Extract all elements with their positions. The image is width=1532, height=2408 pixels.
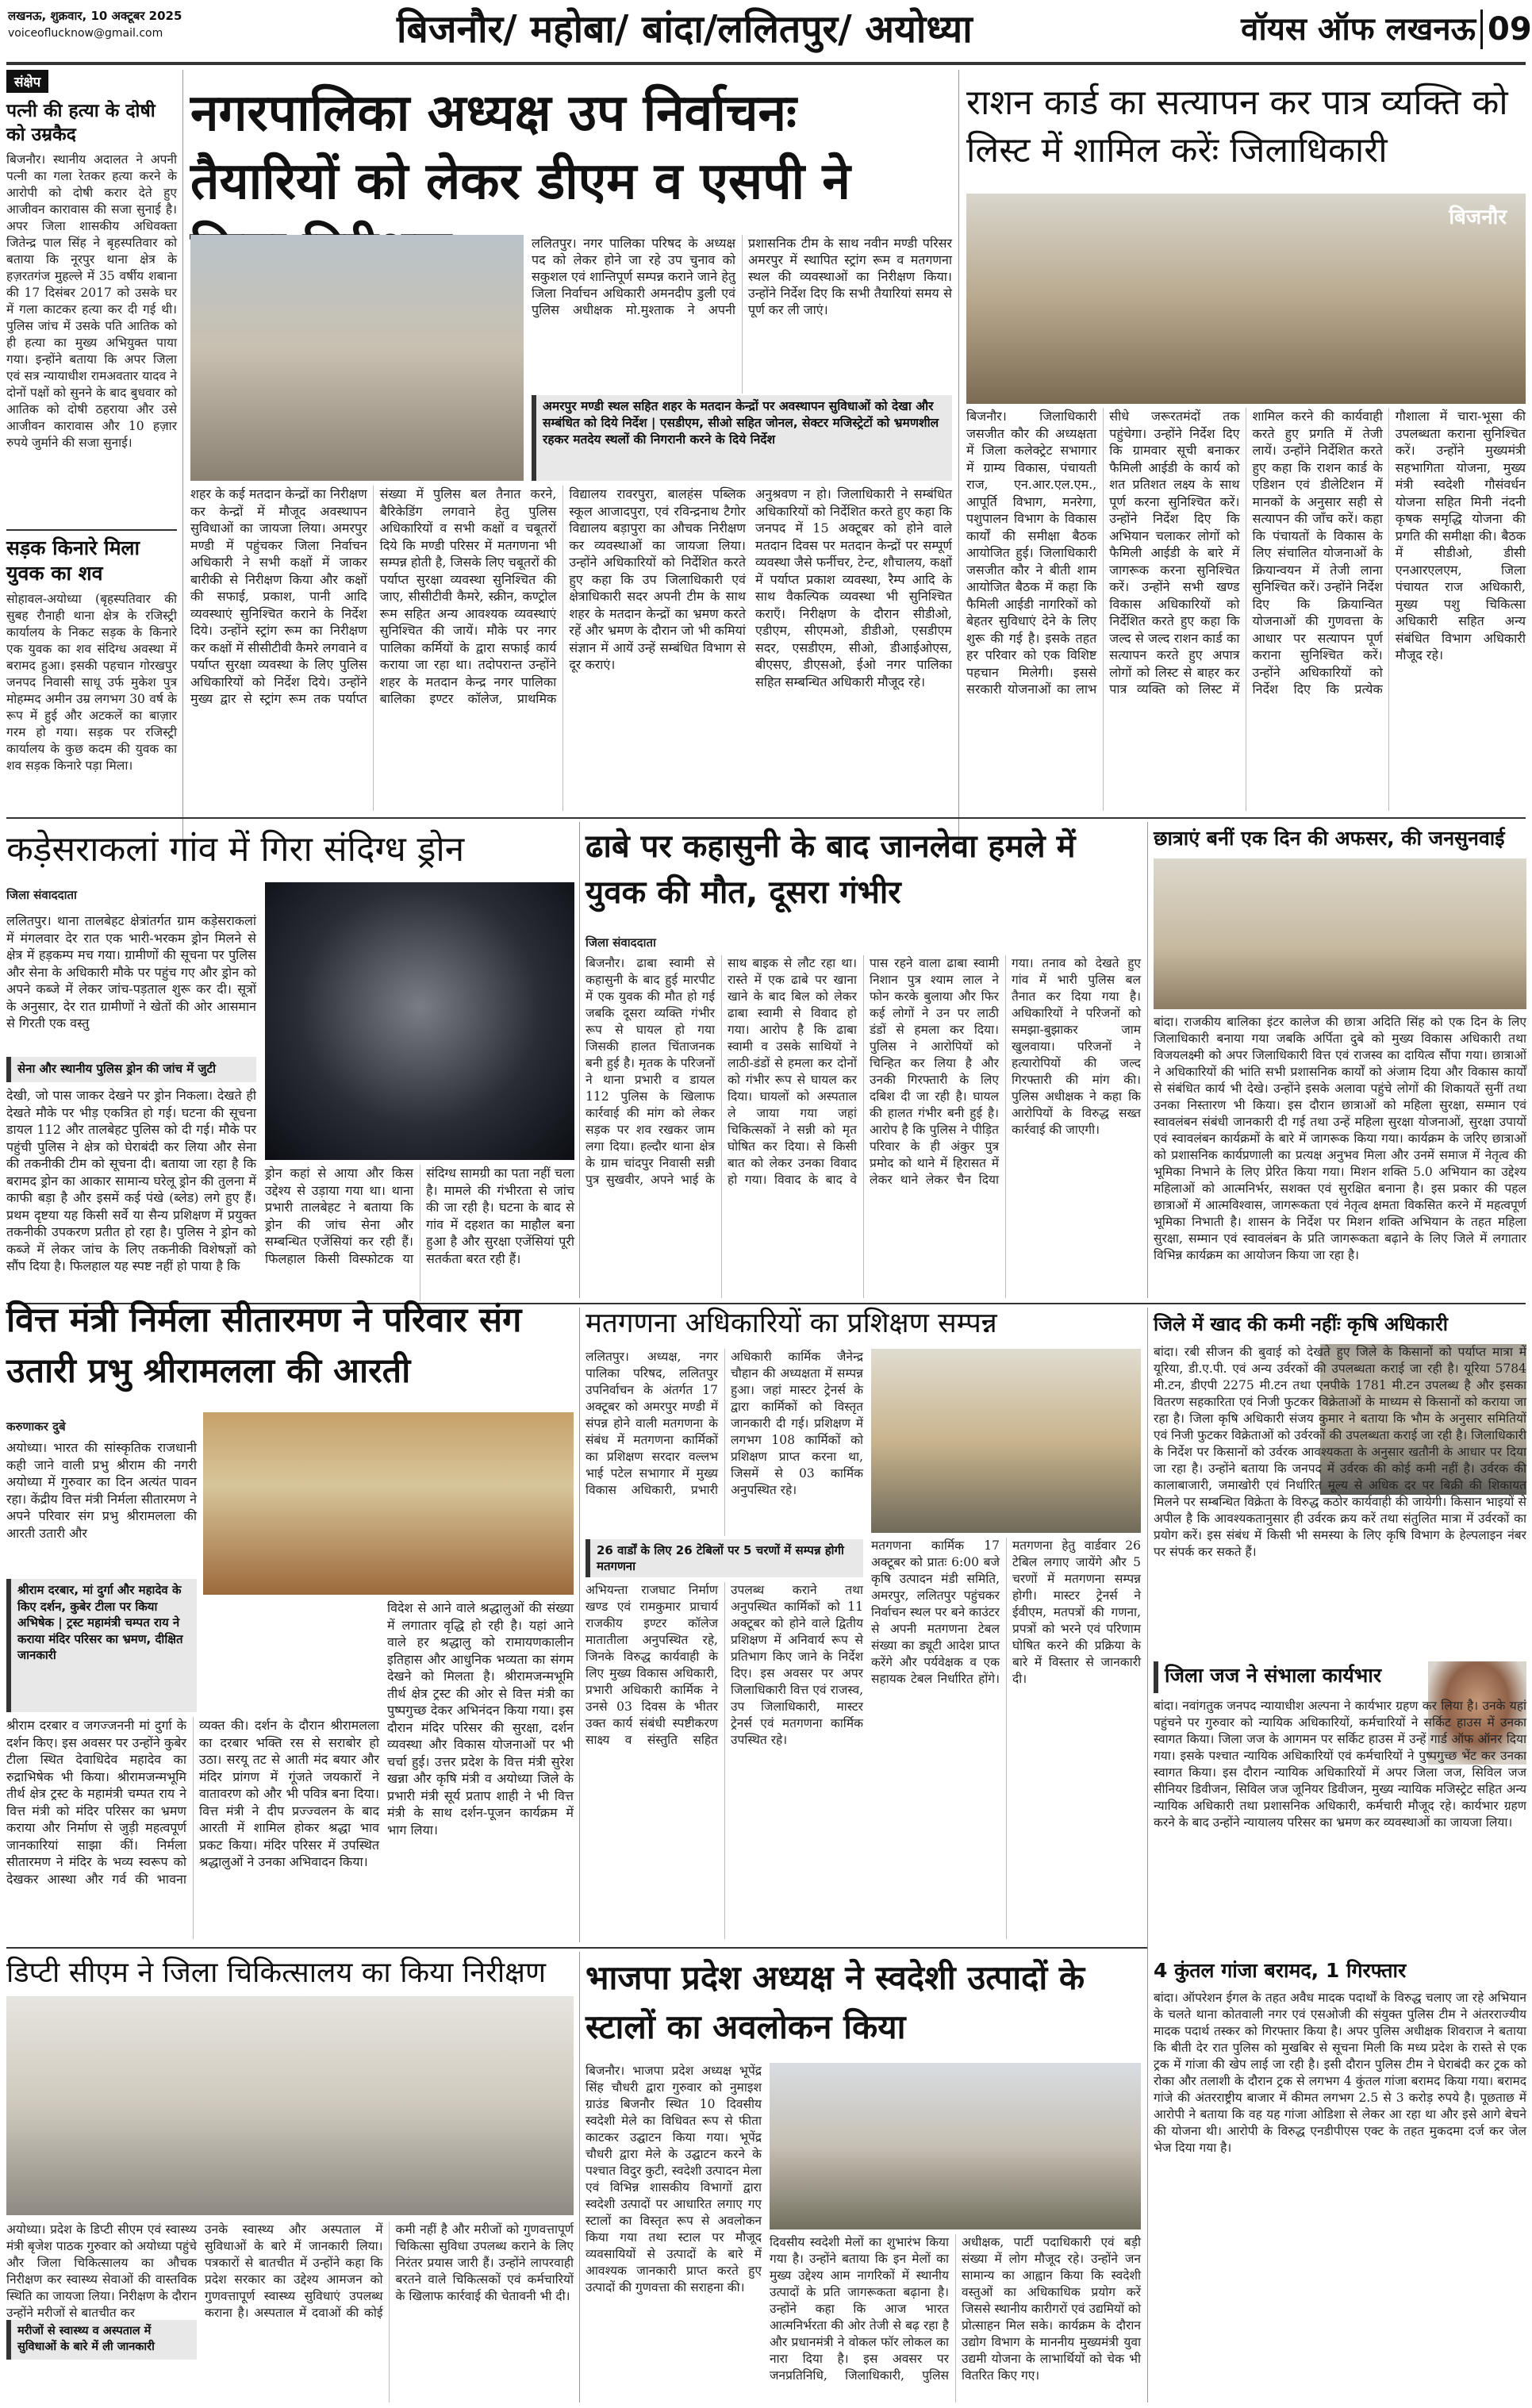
dhaba-byline: जिला संवाददाता <box>586 935 656 950</box>
drone-body-3: ड्रोन कहां से आया और किस उद्देश्य से उड़ाया गया था। थाना प्रभारी तालबेहट ने बताया कि ड्रोन की जांच सेना और सम्बन्धित एजेंसियां कर रही हैं। फिलहाल किसी विस्फोटक या संदिग्ध सामग्री का पता नहीं चला है। मामले की गंभीरता से जांच की जा रही है। घटना के बाद से गांव में दहशत का माहौल बना हुआ है और सुरक्षा एजेंसियां पूरी सतर्कता बरत रही हैं। <box>265 1166 574 1266</box>
deputycm-subhead: मरीजों से स्वास्थ्य व अस्पताल में सुविधाओं के बारे में ली जानकारी <box>6 2320 197 2360</box>
sankshep-tag: संक्षेप <box>6 70 48 93</box>
col-rule <box>182 70 183 855</box>
sankshep-body-2: सोहावल-अयोध्या (बृहस्पतिवार की सुबह रौनाही थाना क्षेत्र के रजिस्ट्री कार्यालय के निकट सड़क के किनारे एक युवक का शव संदिग्ध अवस्था में बरामद हुआ। इसकी पहचान गोरखपुर जनपद निवासी साधू उर्फ मुकेश पुत्र मोहम्मद अमीन उम्र लगभग 30 वर्ष के रूप में हुई और अटकलें का बाज़ार गरम हो गया। सड़क पर रजिस्ट्री कार्यालय के कुछ कदम की युवक का शव सड़क किनारे पड़ा मिला। <box>6 592 177 773</box>
deputycm-body-2: उनके स्वास्थ्य और अस्पताल में सुविधाओं के बारे में जानकारी लिया। पत्रकारों से बातचीत में उन्होंने कहा कि प्रदेश सरकार का उद्देश्य आमजन को गुणवत्तापूर्ण स्वास्थ्य सुविधाएं उपलब्ध कराना है। अस्पताल में दवाओं की कोई कमी नहीं है और मरीजों को गुणवत्तापूर्ण चिकित्सा सुविधा उपलब्ध कराने के लिए निरंतर प्रयास जारी हैं। उन्होंने लापरवाही बरतने वाले चिकित्सकों एवं कर्मचारियों के खिलाफ कार्रवाई की चेतावनी भी दी। <box>205 2222 574 2320</box>
email: voiceoflucknow@gmail.com <box>8 27 163 40</box>
drone-subhead: सेना और स्थानीय पुलिस ड्रोन की जांच में जुटी <box>6 1057 256 1082</box>
bjp-headline: भाजपा प्रदेश अध्यक्ष ने स्वदेशी उत्पादों के स्टालों का अवलोकन किया <box>586 1958 1085 2046</box>
sankshep-headline-1: पत्नी की हत्या के दोषी को उम्रकैद <box>6 101 156 145</box>
lead-photo <box>190 235 524 481</box>
sitaraman-body-2: श्रीराम दरबार व जगज्जननी मां दुर्गा के दर्शन किए। इस अवसर पर उन्होंने कुबेर टीला स्थित देवाधिदेव महादेव का रुद्राभिषेक भी किया। श्रीरामजन्मभूमि तीर्थ क्षेत्र ट्रस्ट के महामंत्री चम्पत राय ने वित्त मंत्री को मंदिर परिसर का भ्रमण कराया और निर्माण से जुड़ी महत्वपूर्ण जानकारियां साझा कीं। निर्मला सीतारमण ने मंदिर के भव्य स्वरूप को देखकर आस्था और गर्व की भावना व्यक्त की। दर्शन के दौरान श्रीरामलला का दरबार भक्ति रस से सराबोर हो उठा। सरयू तट से आती मंद बयार और मंदिर प्रांगण में गूंजते जयकारों ने वातावरण को और भी पवित्र बना दिया। वित्त मंत्री ने दीप प्रज्ज्वलन के बाद आरती में शामिल होकर श्रद्धा भाव प्रकट किया। मंदिर परिसर में उपस्थित श्रद्धालुओं ने उनका अभिवादन किया। <box>6 1718 379 1887</box>
page-number: 09 <box>1480 10 1528 49</box>
chhatra-body: बांदा। राजकीय बालिका इंटर कालेज की छात्रा अदिति सिंह को एक दिन के लिए जिलाधिकारी बनाया गया जबकि अर्पिता दुबे को मुख्य विकास अधिकारी तथा विजयलक्ष्मी को अपर जिलाधिकारी वित्त एवं राजस्व का दायित्व सौंपा गया। छात्राओं ने अधिकारियों की भांति सभी प्रशासनिक कार्यों को अंजाम दिया और विकास कार्यों से संबंधित कार्य भी देखे। उन्होंने इसके अलावा पहुंचे लोगों की शिकायतें सुनीं तथा उनका निस्तारण भी किया। इस दौरान छात्राओं को महिला सुरक्षा, सम्मान एवं स्वावलंबन संबंधी जानकारी दी गई तथा उन्हें महिला सुरक्षा योजनाओं, सुरक्षा उपायों एवं स्वावलंबन कार्यक्रमों के बारे में जागरूक किया गया। कार्यक्रम के जरिए छात्राओं को प्रशासनिक कार्यप्रणाली का प्रत्यक्ष अनुभव मिला और उनमें समाज में नेतृत्व की भूमिका निभाने के लिए प्रेरित किया गया। मिशन शक्ति 5.0 अभियान का उद्देश्य महिलाओं को आत्मनिर्भर, सशक्त एवं सुरक्षित बनाना है। इस प्रकार की पहल छात्राओं में आत्मविश्वास, जागरूकता एवं नेतृत्व क्षमता विकसित करने में महत्वपूर्ण भूमिका निभाती है। शासन के निर्देश पर मिशन शक्ति अभियान के तहत महिला सुरक्षा, सम्मान एवं स्वावलंबन के प्रति जागरूकता बढ़ाने के लिए जिले में लगातार विभिन्न कार्यक्रम का आयोजन किया जा रहा है। <box>1154 1015 1526 1262</box>
sitaraman-body-1: अयोध्या। भारत की सांस्कृतिक राजधानी कही जाने वाली प्रभु श्रीराम की नगरी अयोध्या में गुरुवार का दिन अत्यंत पावन रहा। केंद्रीय वित्त मंत्री निर्मला सीतारमण ने अपने परिवार संग प्रभु श्रीरामलला की आरती उतारी और <box>6 1440 197 1541</box>
judge-body: बांदा। नवांगतुक जनपद न्यायाधीश अल्पना ने कार्यभार ग्रहण कर लिया है। उनके यहां पहुंचने पर गुरुवार को न्यायिक अधिकारियों, कर्मचारियों ने सर्किट हाउस में उनका स्वागत किया। जिला जज के आगमन पर सर्किट हाउस में उन्हें गार्ड ऑफ ऑनर दिया गया। इसके पश्चात न्यायिक अधिकारियों एवं कर्मचारियों ने पुष्पगुच्छ भेंट कर उनका स्वागत किया। इस दौरान न्यायिक अधिकारियों में अपर जिला जज, सिविल जज सीनियर डिवीजन, सिविल जज जूनियर डिवीजन, मुख्य न्यायिक मजिस्ट्रेट सहित अन्य न्यायिक अधिकारी तथा प्रशासनिक अधिकारी, कर्मचारी मौजूद रहे। कार्यभार ग्रहण करने के बाद उन्होंने न्यायालय परिसर का भ्रमण कर व्यवस्थाओं का जायजा लिया। <box>1154 1699 1526 1830</box>
masthead-rule <box>6 62 1526 65</box>
col-rule <box>579 1952 580 2402</box>
matgadna-photo <box>871 1349 1141 1533</box>
sankshep-column <box>6 70 177 855</box>
matgadna-body-2: अभियन्ता राजघाट निर्माण खण्ड एवं रामकुमार प्राचार्य राजकीय इण्टर कॉलेज मातातीला अनुपस्थित रहे, जिनके विरुद्ध कार्यवाही के लिए मुख्य विकास अधिकारी, प्रभारी अधिकारी कार्मिक ने उनसे 03 दिवस के भीतर उक्त कार्य संबंधी स्पष्टीकरण साक्ष्य व संस्तुति सहित उपलब्ध कराने तथा अनुपस्थित कार्मिकों को 11 अक्टूबर को होने वाले द्वितीय प्रशिक्षण में अनिवार्य रूप से प्रतिभाग किए जाने के निर्देश दिए। इस अवसर पर अपर जिलाधिकारी वित्त एवं राजस्व, उप जिलाधिकारी, मास्टर ट्रेनर्स एवं मतगणना कार्मिक उपस्थित रहे। <box>586 1583 863 1747</box>
matgadna-body-1: ललितपुर। अध्यक्ष, नगर पालिका परिषद, ललितपुर उपनिर्वाचन के अंतर्गत 17 अक्टूबर को अमरपुर मण्डी में संपन्न होने वाली मतगणना के संबंध में मतगणना कार्मिकों का प्रशिक्षण सरदार वल्लभ भाई पटेल सभागार में मुख्य विकास अधिकारी, प्रभारी अधिकारी कार्मिक जैनेन्द्र चौहान की अध्यक्षता में सम्पन्न हुआ। जहां मास्टर ट्रेनर्स के द्वारा कार्मिकों को विस्तृत जानकारी दी गई। प्रशिक्षण में लगभग 108 कार्मिकों को प्रशिक्षण प्राप्त करना था, जिसमें से 03 कार्मिक अनुपस्थित रहे। <box>586 1350 863 1497</box>
ganja-body: बांदा। ऑपरेशन ईगल के तहत अवैध मादक पदार्थों के विरुद्ध चलाए जा रहे अभियान के चलते थाना कोतवाली नगर एवं एसओजी की संयुक्त पुलिस टीम ने अंतरराज्यीय मादक पदार्थ तस्कर को गिरफ्तार किया है। अपर पुलिस अधीक्षक शिवराज ने बताया कि बीती देर रात पुलिस को मुखबिर से सूचना मिली कि मध्य प्रदेश के रास्ते से एक ट्रक में गांजा की खेप लाई जा रही है। इसी दौरान पुलिस टीम ने घेराबंदी कर ट्रक को रोका और तलाशी के दौरान ट्रक से लगभग 4 कुंतल गांजा बरामद किया गया। बरामद गांजे की अंतरराष्ट्रीय बाजार में कीमत लगभग 2.5 से 3 करोड़ रुपये है। पूछताछ में आरोपी ने बताया कि वह यह गांजा ओडिशा से लेकर आ रहा था और इसे आगे बेचने की योजना थी। आरोपी के विरुद्ध एनडीपीएस एक्ट के तहत मुकदमा दर्ज कर जेल भेज दिया गया है। <box>1154 1991 1526 2155</box>
col-rule <box>579 822 580 1298</box>
section-title: बिजनौर/ महोबा/ बांदा/ललितपुर/ अयोध्या <box>397 7 973 52</box>
ration-photo-label: बिजनौर <box>1449 205 1507 229</box>
sitaraman-body-3: विदेश से आने वाले श्रद्धालुओं की संख्या में लगातार वृद्धि हो रही है। यहां आने वाले हर श्रद्धालु को रामायणकालीन इतिहास और आधुनिक भव्यता का संगम देखने को मिलता है। श्रीरामजन्मभूमि तीर्थ क्षेत्र ट्रस्ट की ओर से वित्त मंत्री का पुष्पगुच्छ देकर अभिनंदन किया गया। इस दौरान मंदिर परिसर की सुरक्षा, दर्शन व्यवस्था और विकास योजनाओं पर भी चर्चा हुई। उत्तर प्रदेश के वित्त मंत्री सुरेश खन्ना और कृषि मंत्री व अयोध्या जिले के प्रभारी मंत्री सूर्य प्रताप शाही ने भी वित्त मंत्री के साथ दर्शन-पूजन कार्यक्रम में भाग लिया। <box>387 1600 574 1838</box>
masthead <box>0 0 1532 63</box>
sitaraman-subhead: श्रीराम दरबार, मां दुर्गा और महादेव के किए दर्शन, कुबेर टीला पर किया अभिषेक | ट्रस्ट महामंत्री चम्पत राय ने कराया मंदिर परिसर का भ्रमण, दीक्षित जानकारी <box>6 1579 197 1712</box>
khad-headline: जिले में खाद की कमी नहींः कृषि अधिकारी <box>1154 1313 1449 1335</box>
sitaraman-byline: करुणाकर दुबे <box>6 1419 66 1434</box>
ration-photo <box>966 194 1526 404</box>
deputycm-headline: डिप्टी सीएम ने जिला चिकित्सालय का किया निरीक्षण <box>6 1957 547 1989</box>
col-rule <box>1147 822 1148 1298</box>
lead-body-1: ललितपुर। नगर पालिका परिषद के अध्यक्ष पद को लेकर होने जा रहे उप चुनाव को सकुशल एवं शान्तिपूर्ण सम्पन्न कराने जाने हेतु जिला निर्वाचन अधिकारी अमनदीप डुली एवं पुलिस अधीक्षक मो.मुश्ताक ने अपनी प्रशासनिक टीम के साथ नवीन मण्डी परिसर अमरपुर में स्थापित स्ट्रांग रूम व मतगणना स्थल की व्यवस्थाओं का निरीक्षण किया। उन्होंने निर्देश दिए कि सभी तैयारियां समय से पूर्ण कर ली जाएं। <box>532 236 952 317</box>
lead-photo-2 <box>579 235 580 236</box>
ration-headline: राशन कार्ड का सत्यापन कर पात्र व्यक्ति को लिस्ट में शामिल करेंः जिलाधिकारी <box>966 83 1508 171</box>
matgadna-body-3: मतगणना कार्मिक 17 अक्टूबर को प्रातः 6:00 बजे कृषि उत्पादन मंडी समिति, अमरपुर, ललितपुर पहुंचकर निर्वाचन स्थल पर बने काउंटर से अपनी मतगणना टेबल संख्या का ड्यूटी आदेश प्राप्त करेंगे और पर्यवेक्षक व एक सहायक टेबल निर्धारित होंगे। मतगणना हेतु वार्डवार 26 टेबिल लगाए जायेंगे और 5 चरणों में मतगणना सम्पन्न होगी। मास्टर ट्रेनर्स ने ईवीएम, मतपत्रों की गणना, प्रपत्रों को भरने एवं परिणाम घोषित करने की प्रक्रिया के बारे में विस्तार से जानकारी दी। <box>871 1538 1141 1686</box>
chhatra-headline: छात्राएं बनीं एक दिन की अफसर, की जनसुनवाई <box>1154 827 1505 850</box>
drone-byline: जिला संवाददाता <box>6 888 77 902</box>
drone-body-2: देखी, जो पास जाकर देखने पर ड्रोन निकला। देखते ही देखते मौके पर भीड़ एकत्रित हो गई। घटना की सूचना डायल 112 और तालबेहट पुलिस को दी गई। मौके पर पहुंची पुलिस ने क्षेत्र को घेराबंदी कर लिया और सेना की तकनीकी टीम को सूचना दी। बताया जा रहा है कि बरामद ड्रोन का आकार सामान्य घरेलू ड्रोन की तुलना में काफी बड़ा है और इसमें कई पंखे (ब्लेड) लगे हुए हैं। प्रथम दृष्टया यह किसी सर्वे या सैन्य प्रशिक्षण में प्रयुक्त तकनीकी उपकरण प्रतीत हो रहा है। पुलिस ने ड्रोन को कब्जे में लेकर जांच के लिए तकनीकी विशेषज्ञों को सौंप दिया है। फिलहाल यह स्पष्ट नहीं हो पाया है कि <box>6 1088 256 1273</box>
col-rule <box>958 70 959 855</box>
ration-body: बिजनौर। जिलाधिकारी जसजीत कौर की अध्यक्षता में जिला कलेक्ट्रेट सभागार में ग्राम्य विकास, पंचायती राज, एन.आर.एल.एम., आपूर्ति विभाग, मनरेगा, पशुपालन विभाग के विकास कार्यों की समीक्षा बैठक आयोजित हुई। जिलाधिकारी जसजीत कौर ने बीती शाम आयोजित बैठक में कहा कि फैमिली आईडी नागरिकों को बेहतर सुविधाएं देने के लिए शुरू की गई है। इसके तहत हर परिवार को एक विशिष्ट पहचान मिलेगी। इससे सरकारी योजनाओं का लाभ सीधे जरूरतमंदों तक पहुंचेगा। उन्होंने निर्देश दिए कि ग्रामवार सूची बनाकर फैमिली आईडी के कार्य को शत प्रतिशत लक्ष्य के साथ पूर्ण करना सुनिश्चित करें। उन्होंने निर्देश दिए कि अभियान चलाकर लोगों को फैमिली आईडी के बारे में जागरूक करना सुनिश्चित करें। उन्होंने सभी खण्ड विकास अधिकारियों को निर्देशित करते हुए कहा कि जल्द से जल्द राशन कार्ड का सत्यापन करते हुए अपात्र लोगों को लिस्ट से बाहर कर पात्र व्यक्ति को लिस्ट में शामिल करने की कार्यवाही करते हुए प्रगति में तेजी लायें। उन्होंने निर्देशित करते हुए कहा कि राशन कार्ड के एडिशन एवं डीलेटिशन में मानकों के अनुसार सही से सत्यापन की जाँच करें। कहा कि पंचायतों के विकास के लिए संचालित योजनाओं के क्रियान्वयन में तेजी लाना सुनिश्चित करें। उन्होंने निर्देश दिए कि क्रियान्वित योजनाओं की गुणवत्ता के आधार पर सत्यापन पूर्ण कराना सुनिश्चित करें। उन्होंने अधिकारियों को निर्देश दिए कि प्रत्येक गौशाला में चारा-भूसा की उपलब्धता कराना सुनिश्चित करें। उन्होंने मुख्यमंत्री सहभागिता योजना, मुख्य मंत्री स्वदेशी गौसंवर्धन योजना सहित मिनी नंदनी कृषक समृद्धि योजना की प्रगति की समीक्षा की। बैठक में सीडीओ, डीसी एनआरएलएम, जिला पंचायत राज अधिकारी, मुख्य पशु चिकित्सा अधिकारी सहित अन्य संबंधित विभाग अधिकारी मौजूद रहे। <box>966 409 1526 697</box>
dhaba-body: बिजनौर। ढाबा स्वामी से कहासुनी के बाद हुई मारपीट में एक युवक की मौत हो गई जबकि दूसरा व्यक्ति गंभीर रूप से घायल हो गया जिसकी हालत चिंताजनक बनी हुई है। मृतक के परिजनों ने थाना प्रभारी व डायल 112 पुलिस के खिलाफ कार्रवाई की मांग को लेकर सड़क पर शव रखकर जाम लगा दिया। हल्दौर थाना क्षेत्र के ग्राम चांदपुर निवासी सन्नी पुत्र सुखवीर, अपने भाई के साथ बाइक से लौट रहा था। रास्ते में एक ढाबे पर खाना खाने के बाद बिल को लेकर ढाबा स्वामी से विवाद हो गया। आरोप है कि ढाबा स्वामी व उसके साथियों ने लाठी-डंडों से हमला कर दोनों को गंभीर रूप से घायल कर दिया। घायलों को अस्पताल ले जाया गया जहां चिकित्सकों ने सन्नी को मृत घोषित कर दिया। से किसी बात को लेकर उनका विवाद हो गया। विवाद के बाद वे पास रहने वाला ढाबा स्वामी निशान पुत्र श्याम लाल ने फोन करके बुलाया और फिर कई लोगों ने उन पर लाठी डंडों से हमला कर दिया। पुलिस ने आरोपियों को चिन्हित कर लिया है और उनकी गिरफ्तारी के लिए दबिश दी जा रही है। घायल की हालत गंभीर बनी हुई है। आरोप है कि पुलिस ने पीड़ित परिवार के ही अंकुर पुत्र प्रमोद को थाने में हिरासत में लेकर थाने लेकर चैन दिया गया। तनाव को देखते हुए गांव में भारी पुलिस बल तैनात कर दिया गया है। अधिकारियों ने परिजनों को समझा-बुझाकर जाम खुलवाया। परिजनों ने हत्यारोपियों की जल्द गिरफ्तारी की मांग की। पुलिस अधीक्षक ने कहा कि आरोपियों के विरुद्ध सख्त कार्रवाई की जाएगी। <box>586 956 1141 1187</box>
dhaba-headline: ढाबे पर कहासुनी के बाद जानलेवा हमले में युवक की मौत, दूसरा गंभीर <box>586 828 1076 911</box>
khad-body: बांदा। रबी सीजन की बुवाई को देखते हुए जिले के किसानों को पर्याप्त मात्रा में यूरिया, डी.ए.पी. एवं अन्य उर्वरकों की उपलब्धता कराई जा रही है। यूरिया 5784 मी.टन, डीएपी 2275 मी.टन तथा एनपीके 1781 मी.टन उपलब्ध है और इसका वितरण सहकारिता एवं निजी फुटकर विक्रेताओं के माध्यम से किसानों को कराया जा रहा है। जिला कृषि अधिकारी संजय कुमार ने बताया कि भौम के अनुसार समितियों एवं निजी फुटकर विक्रेताओं को उर्वरकों की उपलब्धता कराई जा रही है। जिलाधिकारी के निर्देश पर किसानों को उर्वरक आवश्यकता के अनुसार खतौनी के आधार पर दिया जा रहा है। उन्होंने बताया कि जनपद में उर्वरक की कोई कमी नहीं है। उर्वरक की कालाबाजारी, जमाखोरी एवं निर्धारित मूल्य से अधिक दर पर बिक्री की शिकायत मिलने पर सम्बन्धित विक्रेता के विरुद्ध कठोर कार्यवाही की जायेगी। किसान भाइयों से अपील है कि आवश्यकतानुसार ही उर्वरक क्रय करें तथा संतुलित मात्रा में उर्वरकों का प्रयोग करें। इस संबंध में किसी भी समस्या के लिए कृषि विभाग के हेल्पलाइन नंबर पर संपर्क कर सकते हैं। <box>1154 1345 1526 1559</box>
lead-subhead: अमरपुर मण्डी स्थल सहित शहर के मतदान केन्द्रों पर अवस्थापन सुविधाओं को देखा और सम्बंधित को दिये निर्देश | एसडीएम, सीओ सहित जोनल, सेक्टर मजिस्ट्रेटों को भ्रमणशील रहकर मतदेय स्थलों की निगरानी करने के दिये निर्देश <box>532 395 952 481</box>
lead-headline: नगरपालिका अध्यक्ष उप निर्वाचनः तैयारियों को लेकर डीएम व एसपी ने <box>190 84 850 211</box>
deputycm-body-1: अयोध्या। प्रदेश के डिप्टी सीएम एवं स्वास्थ्य मंत्री बृजेश पाठक गुरुवार को अयोध्या पहुंचे और जिला चिकित्सालय का औचक निरीक्षण कर स्वास्थ्य सेवाओं की वास्तविक स्थिति का जायजा लिया। निरीक्षण के दौरान उन्होंने मरीजों से बातचीत कर <box>6 2222 197 2320</box>
col-rule <box>579 1308 580 1942</box>
judge-headline: जिला जज ने संभाला कार्यभार <box>1154 1661 1415 1693</box>
drone-body-1: ललितपुर। थाना तालबेहट क्षेत्रांतर्गत ग्राम कड़ेसराकलां में मंगलवार देर रात एक भारी-भरकम ड्रोन मिलने से क्षेत्र में हड़कम्प मच गया। ग्रामीणों की सूचना पर पुलिस और सेना के अधिकारी मौके पर पहुंच गए और ड्रोन को अपने कब्जे में लेकर जांच-पड़ताल शुरू कर दी। सूत्रों के अनुसार, देर रात ग्रामीणों ने खेतों की ओर आसमान से गिरती एक वस्तु <box>6 913 256 1031</box>
sitaraman-photo <box>203 1412 574 1595</box>
date-line: लखनऊ, शुक्रवार, 10 अक्टूबर 2025 <box>8 9 182 23</box>
lead-body-4: अनुश्रवण न हो। जिलाधिकारी ने सम्बंधित अधिकारियों को निर्देशित करते हुए कहा कि जनपद में 15 अक्टूबर को होने वाले मतदान दिवस पर मतदान केन्द्रों पर सम्पूर्ण व्यवस्था जैसे फर्नीचर, टेन्ट, शौचालय, कक्षों में पर्याप्त प्रकाश व्यवस्था, रैम्प आदि के साथ वैकल्पिक व्यवस्था भी सुनिश्चित कराएँ। निरीक्षण के दौरान सीडीओ, एडीएम, सीएमओ, डीडीओ, एसडीएम सदर, एसडीएम, सीओ, डीआईओएस, बीएसए, डीएसओ, ईओ नगर पालिका सहित सम्बन्धित अधिकारी मौजूद रहे। <box>755 486 952 689</box>
matgadna-subhead: 26 वार्डों के लिए 26 टेबिलों पर 5 चरणों में सम्पन्न होगी मतगणना <box>586 1539 863 1577</box>
matgadna-headline: मतगणना अधिकारियों का प्रशिक्षण सम्पन्न <box>586 1308 997 1339</box>
bjp-body-1: बिजनौर। भाजपा प्रदेश अध्यक्ष भूपेंद्र सिंह चौधरी द्वारा गुरुवार को नुमाइश ग्राउंड बिजनौर स्थित 10 दिवसीय स्वदेशी मेले का विधिवत रूप से फीता काटकर उद्घाटन किया गया। भूपेंद्र चौधरी द्वारा मेले के उद्घाटन करने के पश्चात विदुर कुटी, स्वदेशी उत्पादन मेला एवं विभिन्न शासकीय विभागों द्वारा स्वदेशी उत्पादों पर आधारित लगाए गए स्टालों का विस्तृत रूप से अवलोकन किया गया तथा स्टाल पर मौजूद व्यवसायियों से उत्पादों के बारे में आवश्यक जानकारी प्राप्त करते हुए उत्पादों की गुणवत्ता की सराहना की। <box>586 2064 762 2295</box>
sankshep-headline-2: सड़क किनारे मिला युवक का शव <box>6 536 140 585</box>
bjp-photo <box>770 2063 1141 2229</box>
sankshep-divider <box>6 529 177 531</box>
section-rule <box>6 1947 1147 1949</box>
sitaraman-headline: वित्त मंत्री निर्मला सीतारमण ने परिवार संग उतारी प्रभु श्रीरामलला की आरती <box>6 1300 522 1391</box>
drone-headline: कड़ेसराकलां गांव में गिरा संदिग्ध ड्रोन <box>6 829 465 870</box>
chhatra-photo <box>1154 858 1526 1009</box>
deputycm-photo <box>6 1996 574 2215</box>
paper-name: वॉयस ऑफ लखनऊ <box>1241 11 1476 48</box>
sankshep-body-1: बिजनौर। स्थानीय अदालत ने अपनी पत्नी का गला रेतकर हत्या करने के आरोपी को दोषी करार देते हुए आजीवन कारावास की सजा सुनाई है। अपर जिला शासकीय अधिवक्ता जितेन्द्र पाल सिंह ने बृहस्पतिवार को बताया कि नूरपुर थाना क्षेत्र के हज़रतगंज मुहल्ले में 35 वर्षीय शबाना की 17 दिसंबर 2017 को उसके घर में गला काटकर हत्या कर दी गई थी। पुलिस जांच में उसके पति आतिक को ही हत्या का मुख्य अभियुक्त पाया गया। इन्होंने बताया कि अपर जिला एवं सत्र न्यायाधीश रामअवतार यादव ने दोनों पक्षों को सुनने के बाद बुधवार को आतिक को दोषी ठहराया और उसे आजीवन कारावास और 10 हज़ार रुपये जुर्माने की सजा सुनाई। <box>6 152 177 450</box>
ganja-headline: 4 कुंतल गांजा बरामद, 1 गिरफ्तार <box>1154 1959 1407 1982</box>
lead-body-3: शहर के कई मतदान केन्द्रों का निरीक्षण कर केन्द्रों में मौजूद अवस्थापन सुविधाओं का जायजा लिया। अमरपुर मण्डी में पहुंचकर जिला निर्वाचन अधिकारी ने सभी कक्षों में जाकर बारीकी से निरीक्षण किया और कक्षों की सफाई, प्रकाश, पानी आदि व्यवस्थाएं सुनिश्चित कराने के निर्देश दिये। उन्होंने स्ट्रांग रूम का निरीक्षण कर कक्षों में सीसीटीवी कैमरे लगवाने व पर्याप्त सुरक्षा व्यवस्था के लिए पुलिस अधिकारियों को निर्देश दिये। उन्होंने मुख्य द्वार से स्ट्रांग रूम तक पर्याप्त संख्या में पुलिस बल तैनात करने, बैरिकेडिंग लगवाने हेतु पुलिस अधिकारियों व सभी कक्षों व चबूतरों दिये कि मण्डी परिसर में मतगणना भी सम्पन्न होती है, जिसके लिए चबूतरों की पर्याप्त सुरक्षा व्यवस्था सुनिश्चित की जाए, सीसीटीवी कैमरे, स्क्रीन, कण्ट्रोल रूम सहित अन्य आवश्यक व्यवस्थाएं सुनिश्चित की जायें। मौके पर नगर पालिका कर्मियों के द्वारा सफाई कार्य कराया जा रहा था। तदोपरान्त उन्होंने शहर के मतदान केन्द्र नगर पालिका बालिका इण्टर कॉलेज, प्राथमिक विद्यालय रावरपुरा, बालहंस पब्लिक स्कूल आजादपुरा, एवं रविन्द्रनाथ टैगोर विद्यालय बड़ापुरा का औचक निरीक्षण कर व्यवस्थाओं का जायजा लिया। उन्होंने अधिकारियों को निर्देशित करते हुए कहा कि उप जिलाधिकारी एवं क्षेत्राधिकारी सदर अपनी टीम के साथ शहर के मतदान केन्द्रों का भ्रमण करते रहें और भ्रमण के दौरान जो भी कमियां संज्ञान में आयें उन्हें सम्बंधित विभाग से दूर कराएं। <box>190 486 746 706</box>
col-rule <box>1147 1308 1148 2402</box>
section-rule <box>6 817 1526 819</box>
drone-photo <box>265 882 574 1160</box>
bjp-body-2: दिवसीय स्वदेशी मेलों का शुभारंभ किया गया है। उन्होंने बताया कि इन मेलों का मुख्य उद्देश्य आम नागरिकों में स्थानीय उत्पादों के प्रति जागरूकता बढ़ाना है। उन्होंने कहा कि आज भारत आत्मनिर्भरता की ओर तेजी से बढ़ रहा है और प्रधानमंत्री ने वोकल फॉर लोकल का नारा दिया है। इस अवसर पर जनप्रतिनिधि, जिलाधिकारी, पुलिस अधीक्षक, पार्टी पदाधिकारी एवं बड़ी संख्या में लोग मौजूद रहे। उन्होंने जन सामान्य का आह्वान किया कि स्वदेशी वस्तुओं का अधिकाधिक प्रयोग करें जिससे स्थानीय कारीगरों एवं उद्यमियों को प्रोत्साहन मिल सके। कार्यक्रम के दौरान उद्योग विभाग के माननीय मुख्यमंत्री युवा उद्यमी योजना के लाभार्थियों को चेक भी वितरित किए गए। <box>770 2235 1141 2383</box>
